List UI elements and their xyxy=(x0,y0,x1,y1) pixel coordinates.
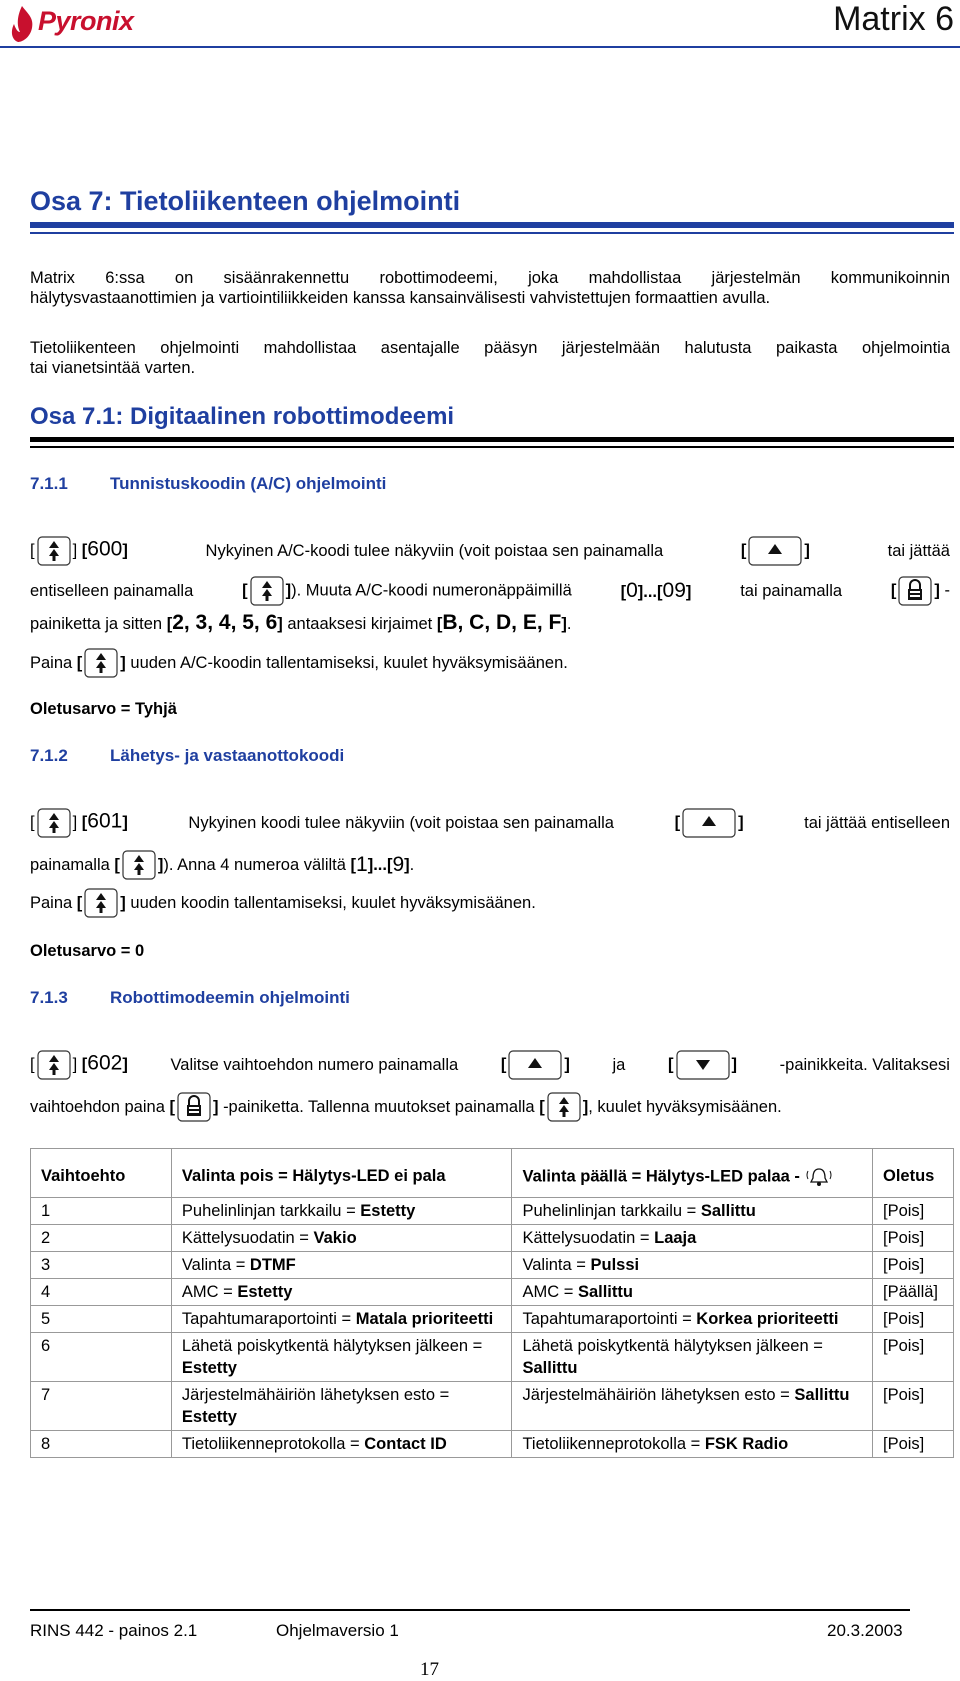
s711-line-3: painiketta ja sitten [2, 3, 4, 5, 6] antaaksesi kirjaimet [B, C, D, E, F]. xyxy=(30,611,572,634)
section-rule-thin xyxy=(30,232,954,234)
s711-line-4: Paina [ ] uuden A/C-koodin tallentamiseksi, kuulet hyväksymisäänen. xyxy=(30,648,568,678)
table-header-row xyxy=(31,1149,954,1198)
s711-l3-b: antaaksesi kirjaimet xyxy=(287,615,433,633)
option-on-cell xyxy=(512,1431,873,1458)
option-default-cell xyxy=(872,1431,953,1458)
s712-digit-9: 9 xyxy=(392,853,405,876)
option-off-label: Valinta = xyxy=(181,1256,250,1274)
pyronix-logo xyxy=(8,4,148,44)
option-on-label: Lähetä poiskytkentä hälytyksen jälkeen = xyxy=(522,1337,823,1355)
option-default-cell xyxy=(872,1279,953,1306)
option-off-value: Estetty xyxy=(181,1408,237,1426)
up-arrow-key-icon xyxy=(748,536,802,566)
s712-code: 601 xyxy=(87,809,123,833)
option-off-label: AMC = xyxy=(181,1283,238,1301)
option-off-cell xyxy=(171,1252,512,1279)
option-default-cell xyxy=(872,1225,953,1252)
s713-l1-text: Valitse vaihtoehdon numero painamalla xyxy=(170,1055,459,1074)
option-off-label: Järjestelmähäiriön lähetyksen esto = xyxy=(181,1386,450,1404)
s711-l1-text: Nykyinen A/C-koodi tulee näkyviin (voit poistaa sen painamalla xyxy=(205,541,664,560)
s711-l2-b: ). Muuta A/C-koodi numeronäppäimillä xyxy=(291,581,572,600)
header-rule xyxy=(0,46,960,48)
option-default-cell xyxy=(872,1333,953,1382)
intro-paragraph-2 xyxy=(30,338,950,378)
header-on-text: Valinta päällä = Hälytys-LED palaa - xyxy=(522,1167,800,1186)
s712-l1-text: Nykyinen koodi tulee näkyviin (voit poistaa sen painamalla xyxy=(188,813,614,832)
s712-l1-tail: tai jättää entiselleen xyxy=(804,813,950,832)
section-rule xyxy=(30,222,954,228)
option-default-cell xyxy=(872,1252,953,1279)
s713-code: 602 xyxy=(87,1051,123,1075)
intro-1-line-2: hälytysvastaanottimien ja vartiointiliikkeiden kanssa kansainvälisesti vahvistettujen formaattien avulla. xyxy=(30,289,771,307)
option-number: 2 xyxy=(41,1229,51,1247)
option-off-cell xyxy=(171,1333,512,1382)
s713-l1-tail: -painikkeita. Valitaksesi xyxy=(779,1055,950,1074)
option-on-cell xyxy=(512,1279,873,1306)
option-number-cell xyxy=(31,1431,172,1458)
s713-l2-a: vaihtoehdon paina xyxy=(30,1097,165,1116)
option-on-cell xyxy=(512,1252,873,1279)
s711-line-1: [ ] [600] Nykyinen A/C-koodi tulee näkyviin (voit poistaa sen painamalla [ ] tai jättää xyxy=(30,536,950,566)
option-off-cell xyxy=(171,1382,512,1431)
down-arrow-key-icon xyxy=(676,1050,730,1080)
s711-line-2: entiselleen painamalla [ ]). Muuta A/C-koodi numeronäppäimillä [0]...[09] tai painamalla [ ] - xyxy=(30,576,950,606)
s711-l2-a: entiselleen painamalla xyxy=(30,581,194,600)
option-on-value: Laaja xyxy=(654,1229,697,1247)
option-number: 5 xyxy=(41,1310,51,1328)
option-number-cell xyxy=(31,1382,172,1431)
header-title: Matrix 6 xyxy=(833,0,954,38)
option-on-cell xyxy=(512,1306,873,1333)
option-on-label: Puhelinlinjan tarkkailu = xyxy=(522,1202,701,1220)
option-off-value: Contact ID xyxy=(364,1435,447,1453)
option-number: 7 xyxy=(41,1386,51,1404)
option-off-label: Puhelinlinjan tarkkailu = xyxy=(181,1202,361,1220)
table-row xyxy=(31,1198,954,1225)
program-key-icon xyxy=(84,648,118,678)
header-default: Oletus xyxy=(872,1149,953,1198)
s713-line-2: vaihtoehdon paina [ ] -painiketta. Tallenna muutokset painamalla [ ] , kuulet hyväksymisäänen. xyxy=(30,1092,782,1122)
s711-l4-b: uuden A/C-koodin tallentamiseksi, kuulet hyväksymisäänen. xyxy=(130,653,568,672)
option-off-cell xyxy=(171,1225,512,1252)
option-number-cell xyxy=(31,1225,172,1252)
lock-key-icon xyxy=(898,576,932,606)
option-on-value: Korkea prioriteetti xyxy=(696,1310,839,1328)
program-key-icon xyxy=(84,888,118,918)
option-on-cell xyxy=(512,1382,873,1431)
option-on-label: Kättelysuodatin = xyxy=(522,1229,655,1247)
s711-code: 600 xyxy=(87,537,123,561)
option-number: 6 xyxy=(41,1337,51,1355)
option-on-label: Järjestelmähäiriön lähetyksen esto = xyxy=(522,1386,795,1404)
option-off-label: Kättelysuodatin = xyxy=(181,1229,314,1247)
logo-text: Pyronix xyxy=(38,6,134,36)
table-row xyxy=(31,1225,954,1252)
option-off-label: Lähetä poiskytkentä hälytyksen jälkeen = xyxy=(181,1337,483,1355)
section-title: Osa 7: Tietoliikenteen ohjelmointi xyxy=(30,186,461,216)
s713-ja: ja xyxy=(612,1055,626,1074)
option-on-cell xyxy=(512,1198,873,1225)
option-on-value: Sallittu xyxy=(700,1202,756,1220)
option-on-value: Sallittu xyxy=(794,1386,850,1404)
s711-numbers: 2, 3, 4, 5, 6 xyxy=(172,611,278,634)
option-default: [Pois] xyxy=(882,1229,925,1247)
bell-icon xyxy=(804,1165,834,1189)
footer-date: 20.3.2003 xyxy=(827,1621,903,1640)
intro-paragraph-1 xyxy=(30,268,950,308)
header-on xyxy=(512,1149,873,1198)
page-number: 17 xyxy=(420,1659,439,1680)
s711-l4-a: Paina xyxy=(30,653,73,672)
option-on-value: Pulssi xyxy=(590,1256,640,1274)
s711-l3-a: painiketta ja sitten xyxy=(30,615,163,633)
s711-number: 7.1.1 xyxy=(30,474,68,493)
table-row xyxy=(31,1431,954,1458)
option-number: 4 xyxy=(41,1283,51,1301)
s712-digit-1: 1 xyxy=(356,853,368,876)
option-number: 3 xyxy=(41,1256,51,1274)
option-default: [Pois] xyxy=(882,1310,925,1328)
s711-l2-d: tai painamalla xyxy=(740,581,843,600)
s713-number: 7.1.3 xyxy=(30,988,68,1007)
program-key-icon xyxy=(37,1050,71,1080)
option-default: [Pois] xyxy=(882,1435,925,1453)
footer-rule xyxy=(30,1609,910,1611)
subsection-title: Osa 7.1: Digitaalinen robottimodeemi xyxy=(30,403,455,430)
option-default: [Päällä] xyxy=(882,1283,939,1301)
s711-default: Oletusarvo = Tyhjä xyxy=(30,700,177,718)
option-off-value: Matala prioriteetti xyxy=(355,1310,494,1328)
option-off-value: Estetty xyxy=(237,1283,293,1301)
option-default-cell xyxy=(872,1198,953,1225)
table-row xyxy=(31,1306,954,1333)
table-row xyxy=(31,1279,954,1306)
s712-l3-b: uuden koodin tallentamiseksi, kuulet hyväksymisäänen. xyxy=(130,893,536,912)
s711-l1-tail: tai jättää xyxy=(887,541,950,560)
footer-doc: RINS 442 - painos 2.1 xyxy=(30,1621,198,1640)
option-on-value: Sallittu xyxy=(522,1359,578,1377)
intro-2-line-2: tai vianetsintää varten. xyxy=(30,359,196,377)
option-default: [Pois] xyxy=(882,1202,925,1220)
s712-line-3: Paina [ ] uuden koodin tallentamiseksi, kuulet hyväksymisäänen. xyxy=(30,888,536,918)
s712-l2-a: painamalla xyxy=(30,855,110,874)
option-default-cell xyxy=(872,1306,953,1333)
up-arrow-key-icon xyxy=(508,1050,562,1080)
option-off-cell xyxy=(171,1431,512,1458)
s711-letters: B, C, D, E, F xyxy=(442,611,562,634)
s712-line-1: [ ] [601] Nykyinen koodi tulee näkyviin (voit poistaa sen painamalla [ ] tai jättää entiselleen xyxy=(30,808,950,838)
option-off-value: Estetty xyxy=(181,1359,237,1377)
table-row xyxy=(31,1382,954,1431)
option-number-cell xyxy=(31,1198,172,1225)
option-off-value: Vakio xyxy=(313,1229,357,1247)
subsection-rule-thin xyxy=(30,446,954,448)
option-off-cell xyxy=(171,1279,512,1306)
s711-digit-0: 0 xyxy=(626,579,638,602)
s713-title: Robottimodeemin ohjelmointi xyxy=(110,988,350,1007)
option-default: [Pois] xyxy=(882,1337,925,1355)
program-key-icon xyxy=(122,850,156,880)
option-off-label: Tapahtumaraportointi = xyxy=(181,1310,356,1328)
s711-dash: - xyxy=(944,581,950,600)
option-on-cell xyxy=(512,1333,873,1382)
s712-l3-a: Paina xyxy=(30,893,73,912)
option-off-label: Tietoliikenneprotokolla = xyxy=(181,1435,365,1453)
s713-l2-b: -painiketta. Tallenna muutokset painamalla xyxy=(223,1097,535,1116)
option-off-value: Estetty xyxy=(360,1202,416,1220)
option-on-value: Sallittu xyxy=(577,1283,633,1301)
program-key-icon xyxy=(547,1092,581,1122)
up-arrow-key-icon xyxy=(682,808,736,838)
option-number-cell xyxy=(31,1306,172,1333)
table-row xyxy=(31,1252,954,1279)
lock-key-icon xyxy=(177,1092,211,1122)
options-table xyxy=(30,1148,954,1458)
header-off: Valinta pois = Hälytys-LED ei pala xyxy=(171,1149,512,1198)
header-option: Vaihtoehto xyxy=(31,1149,172,1198)
program-key-icon xyxy=(37,808,71,838)
option-on-label: Valinta = xyxy=(522,1256,591,1274)
option-off-cell xyxy=(171,1306,512,1333)
program-key-icon xyxy=(250,576,284,606)
option-on-label: AMC = xyxy=(522,1283,578,1301)
s712-l2-b: ). Anna 4 numeroa väliltä xyxy=(163,855,346,874)
s712-number: 7.1.2 xyxy=(30,746,68,765)
s711-dots: ... xyxy=(643,583,658,601)
s712-dots: ... xyxy=(373,855,387,874)
s712-line-2: painamalla [ ] ). Anna 4 numeroa väliltä [ 1 ] ... [ 9 ] . xyxy=(30,850,414,880)
option-number-cell xyxy=(31,1252,172,1279)
option-default: [Pois] xyxy=(882,1386,925,1404)
s711-title: Tunnistuskoodin (A/C) ohjelmointi xyxy=(110,474,387,493)
option-on-label: Tapahtumaraportointi = xyxy=(522,1310,697,1328)
option-on-cell xyxy=(512,1225,873,1252)
option-number: 8 xyxy=(41,1435,51,1453)
option-on-value: FSK Radio xyxy=(704,1435,789,1453)
option-number-cell xyxy=(31,1333,172,1382)
option-default-cell xyxy=(872,1382,953,1431)
table-row xyxy=(31,1333,954,1382)
option-number-cell xyxy=(31,1279,172,1306)
s713-line-1: [ ] [602] Valitse vaihtoehdon numero painamalla [ ] ja [ ] -painikkeita. Valitaksesi xyxy=(30,1050,950,1080)
option-default: [Pois] xyxy=(882,1256,925,1274)
option-off-cell xyxy=(171,1198,512,1225)
option-on-label: Tietoliikenneprotokolla = xyxy=(522,1435,705,1453)
subsection-rule xyxy=(30,437,954,442)
s713-l2-c: , kuulet hyväksymisäänen. xyxy=(588,1097,782,1116)
program-key-icon xyxy=(37,536,71,566)
intro-2-line-1: Tietoliikenteen ohjelmointi mahdollistaa asentajalle pääsyn järjestelmään halutusta paikasta ohjelmointia xyxy=(30,339,950,357)
s712-default: Oletusarvo = 0 xyxy=(30,942,145,960)
option-number: 1 xyxy=(41,1202,51,1220)
flame-icon xyxy=(8,4,36,44)
option-off-value: DTMF xyxy=(249,1256,296,1274)
intro-1-line-1: Matrix 6:ssa on sisäänrakennettu robottimodeemi, joka mahdollistaa järjestelmän kommunikoinnin xyxy=(30,269,950,287)
s711-digit-09: 09 xyxy=(662,579,686,602)
footer-version: Ohjelmaversio 1 xyxy=(276,1621,399,1640)
s712-title: Lähetys- ja vastaanottokoodi xyxy=(110,746,345,765)
